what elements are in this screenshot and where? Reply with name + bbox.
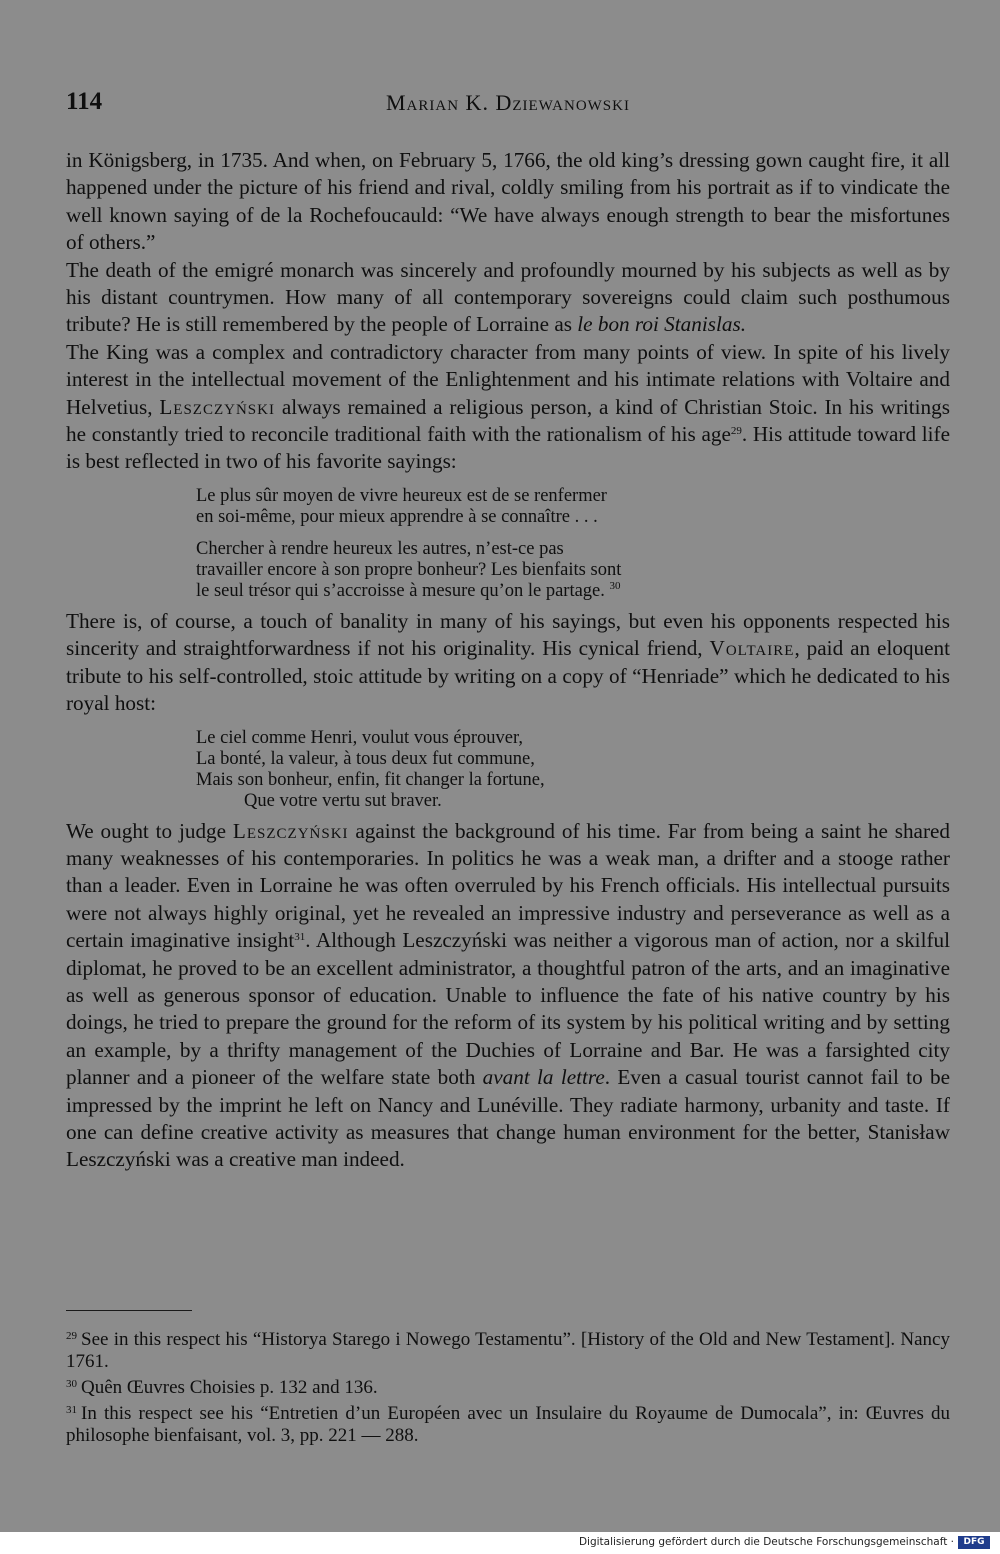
- quote-line: Le plus sûr moyen de vivre heureux est de se renfermer: [196, 485, 607, 506]
- italic-phrase: avant la lettre: [482, 1065, 605, 1090]
- verse-line: Mais son bonheur, enfin, fit changer la fortune,: [196, 769, 545, 790]
- footnote-marker: 31: [294, 931, 306, 944]
- footnote-divider: [66, 1310, 192, 1311]
- paragraph-text: in Königsberg, in 1735. And when, on February 5, 1766, the old king’s dressing gown caught fire, it all happened under the picture of his friend and rival, coldly smiling from his portrait as if to vindicate the well known saying of de la Rochefoucauld: “We have always enough strength to bear the misfortunes of others.”: [66, 148, 950, 255]
- body-text: [66, 147, 950, 1174]
- digitization-credit: Digitalisierung gefördert durch die Deutsche Forschungsgemeinschaft ·: [578, 1536, 954, 1548]
- footnote: [66, 1399, 950, 1447]
- footnote-number: 30: [66, 1378, 77, 1390]
- italic-phrase: le bon roi Stanislas.: [577, 312, 746, 337]
- quote-line: travailler encore à son propre bonheur? Les bienfaits sont: [196, 559, 622, 580]
- person-name: Leszczyński: [159, 394, 275, 419]
- footnotes: [66, 1325, 950, 1447]
- footnote: [66, 1325, 950, 1373]
- running-head: Marian K. Dziewanowski: [386, 90, 630, 115]
- paragraph-text: . Although Leszczyński was neither a vigorous man of action, nor a skilful diplomat, he proved to be an excellent administrator, a thoughtful patron of the arts, and an imaginative as well as generous sponsor of education. Unable to influence the fate of his native country by his doings, he tried to prepare the ground for the reform of its system by his political writing and by setting an example, by a thrifty management of the Duchies of Lorraine and Bar. He was a farsighted city planner and a pioneer of the welfare state both: [66, 928, 950, 1090]
- verse-line: La bonté, la valeur, à tous deux fut commune,: [196, 748, 535, 769]
- page-number: 114: [66, 88, 103, 115]
- quote-line: le seul trésor qui s’accroisse à mesure qu’on le partage.: [196, 580, 605, 601]
- footnote-number: 29: [66, 1330, 77, 1342]
- paragraph-text: . His attitude toward life is best reflected in two of his favorite sayings:: [66, 422, 950, 474]
- paragraph: [66, 608, 950, 718]
- paragraph: [66, 257, 950, 339]
- paragraph-text: There is, of course, a touch of banality in many of his sayings, but even his opponents respected his sincerity and straightforwardness if not his originality. His cynical friend,: [66, 608, 950, 661]
- footnote-number: 31: [66, 1404, 77, 1416]
- paragraph-text: The death of the emigré monarch was sincerely and profoundly mourned by his subjects as well as by his distant countrymen. How many of all contemporary sovereigns could claim such posthumous tribute? He is still remembered by the people of Lorraine as: [66, 257, 950, 337]
- person-name: Leszczyński: [232, 818, 349, 843]
- footnote-marker: 29: [730, 425, 742, 438]
- page-header: [66, 88, 950, 120]
- paragraph-text: , paid an eloquent tribute to his self-controlled, stoic attitude by writing on a copy of “Henriade” which he dedicated to his royal host:: [66, 636, 951, 716]
- paragraph-text: always remained a religious person, a kind of Christian Stoic. In his writings he constantly tried to reconcile traditional faith with the rationalism of his age: [66, 394, 950, 447]
- verse-line: Que votre vertu sut braver.: [244, 790, 442, 811]
- footnote: [66, 1373, 950, 1399]
- paragraph: [66, 818, 950, 1174]
- digitization-footer: [0, 1532, 1000, 1554]
- verse-quote: [196, 728, 950, 812]
- footnote-text: In this respect see his “Entretien d’un Européen avec un Insulaire du Royaume de Dumocala”, in: Œuvres du philosophe bienfaisant, vol. 3, pp. 221 — 288.: [66, 1403, 950, 1446]
- verse-line: Le ciel comme Henri, voulut vous éprouver,: [196, 727, 524, 748]
- quote-line: en soi-même, pour mieux apprendre à se connaître . . .: [196, 506, 598, 527]
- paragraph: [66, 339, 950, 476]
- paragraph-text: We ought to judge: [66, 818, 227, 843]
- person-name: Voltaire: [709, 636, 795, 661]
- quote-line: Chercher à rendre heureux les autres, n’est-ce pas: [196, 538, 564, 559]
- footnote-text: See in this respect his “Historya Starego i Nowego Testamentu”. [History of the Old and New Testament]. Nancy 1761.: [66, 1329, 950, 1372]
- paragraph-text: . Even a casual tourist cannot fail to be impressed by the imprint he left on Nancy and Lunéville. They radiate harmony, urbanity and taste. If one can define creative activity as measures that change human environment for the better, Stanisław Leszczyński was a creative man indeed.: [66, 1065, 950, 1172]
- quote-stanza: [196, 486, 950, 528]
- paragraph: [66, 147, 950, 257]
- paragraph-text: against the background of his time. Far from being a saint he shared many weaknesses of his contemporaries. In politics he was a weak man, a drifter and a stooge rather than a leader. Even in Lorraine he was often overruled by his French officials. His intellectual pursuits were not always highly original, yet he revealed an impressive industry and perseverance as well as a certain imaginative insight: [66, 818, 951, 953]
- footnote-text: Quên Œuvres Choisies p. 132 and 136.: [81, 1377, 378, 1398]
- paragraph-text: The King was a complex and contradictory character from many points of view. In spite of his lively interest in the intellectual movement of the Enlightenment and his intimate relations with Voltaire and Helvetius,: [66, 339, 950, 419]
- quote-stanza: [196, 539, 950, 602]
- footnote-marker: 30: [609, 579, 621, 592]
- block-quote: [196, 486, 950, 602]
- dfg-logo: DFG: [958, 1536, 990, 1549]
